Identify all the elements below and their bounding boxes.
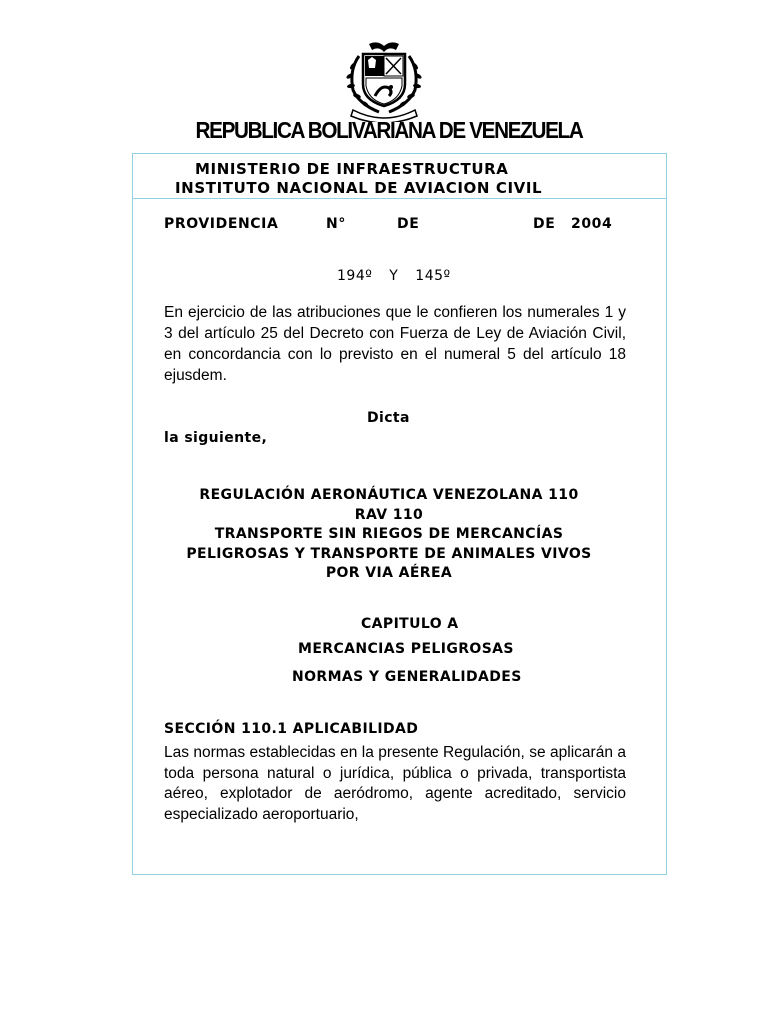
regulation-line-3: TRANSPORTE SIN RIEGOS DE MERCANCÍAS bbox=[214, 526, 564, 542]
chapter-title: CAPITULO A bbox=[361, 616, 459, 632]
year-second: 145º bbox=[415, 268, 451, 284]
section-text: Las normas establecidas en la presente Regulación, se aplicarán a toda persona natural o jurídica, pública o privada, transportista aéreo, explotador de aeródromo, agente acreditado, servicio especializado aeroportuario, bbox=[164, 744, 626, 823]
institute-name: INSTITUTO NACIONAL DE AVIACION CIVIL bbox=[175, 179, 543, 197]
regulation-line-5: POR VIA AÉREA bbox=[325, 565, 453, 581]
providencia-label: PROVIDENCIA bbox=[164, 216, 279, 232]
ministry-name: MINISTERIO DE INFRAESTRUCTURA bbox=[195, 160, 509, 178]
country-title: REPUBLICA BOLIVARIANA DE VENEZUELA bbox=[195, 117, 583, 143]
providencia-number-label: N° bbox=[326, 216, 346, 232]
dicta-text: Dicta bbox=[367, 410, 410, 426]
regulation-line-1: REGULACIÓN AERONÁUTICA VENEZOLANA 110 bbox=[199, 487, 579, 503]
regulation-line-4: PELIGROSAS Y TRANSPORTE DE ANIMALES VIVOS bbox=[186, 545, 592, 562]
regulation-title bbox=[164, 486, 614, 584]
chapter-subtitle-2: NORMAS Y GENERALIDADES bbox=[292, 669, 522, 685]
coat-of-arms-icon bbox=[339, 40, 429, 122]
years-line bbox=[337, 268, 451, 284]
providencia-de-2: DE bbox=[533, 216, 556, 232]
year-first: 194º bbox=[337, 268, 373, 284]
regulation-line-2: RAV 110 bbox=[354, 506, 424, 523]
year-conjunction: Y bbox=[389, 268, 399, 284]
providencia-de-1: DE bbox=[397, 216, 420, 232]
section-title: SECCIÓN 110.1 APLICABILIDAD bbox=[164, 721, 419, 737]
frame-header bbox=[133, 154, 666, 199]
la-siguiente-text: la siguiente, bbox=[164, 430, 268, 446]
providencia-year: 2004 bbox=[571, 216, 613, 232]
intro-paragraph: En ejercicio de las atribuciones que le confieren los numerales 1 y 3 del artículo 25 del Decreto con Fuerza de Ley de Aviación Civil, en concordancia con lo previsto en el numeral 5 del artículo 18 ejusdem. bbox=[164, 304, 626, 384]
chapter-subtitle-1: MERCANCIAS PELIGROSAS bbox=[298, 641, 514, 657]
